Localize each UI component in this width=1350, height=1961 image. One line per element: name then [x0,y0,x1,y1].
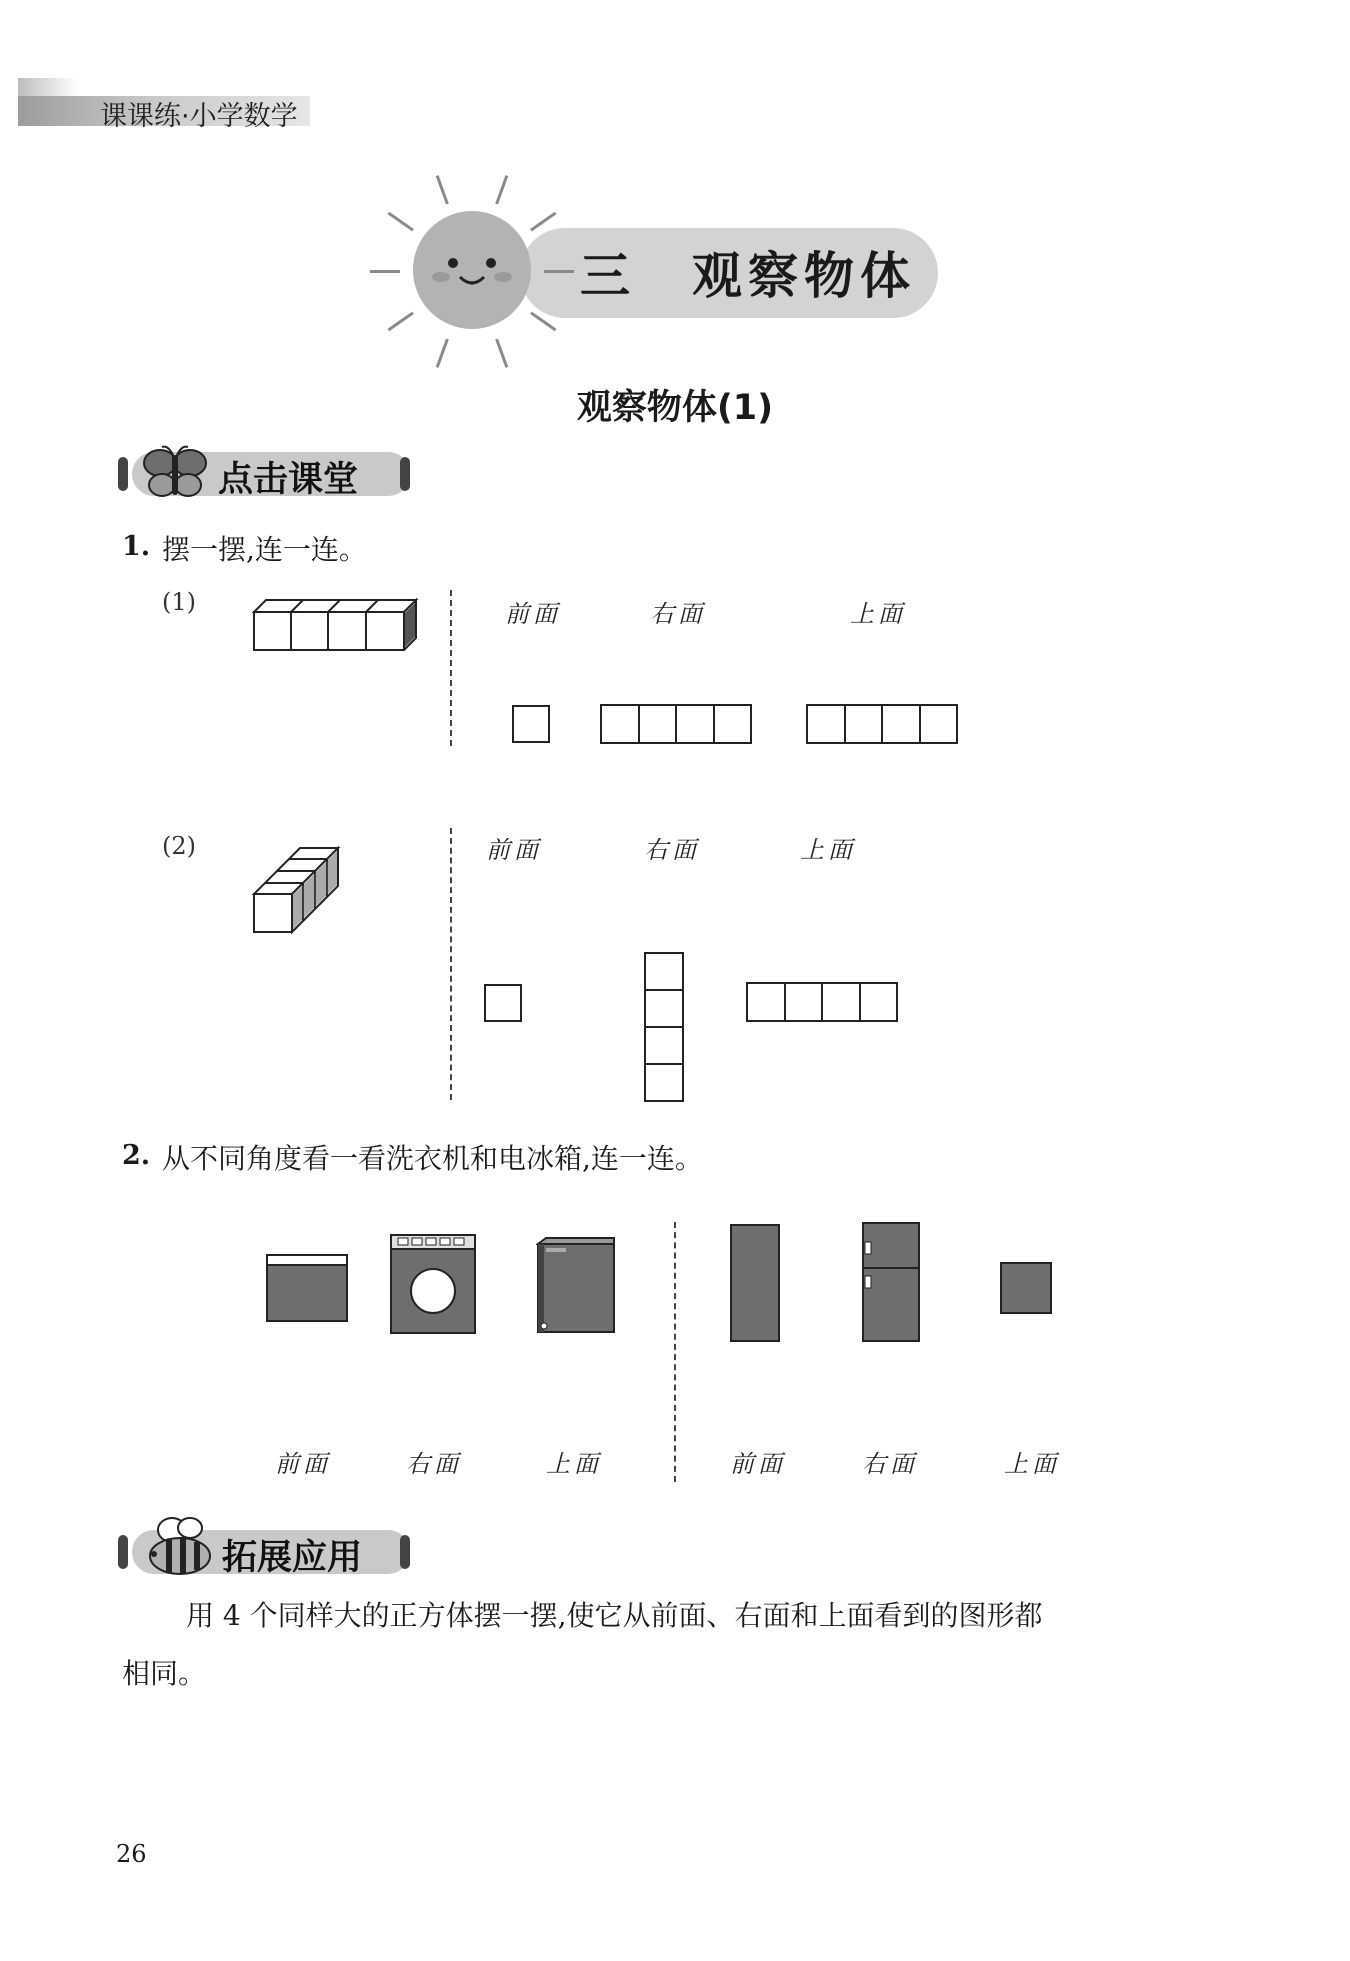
q2-number: 2. [122,1140,151,1171]
q1-number: 1. [122,531,151,562]
q2-right-view-right: 右面 [862,1450,918,1478]
q1-part1-divider [450,590,452,746]
q1-part1-view-right: 右面 [650,600,706,628]
q1-part2-view-right: 右面 [644,836,700,864]
q2-left-view-front: 前面 [275,1450,331,1478]
q1-part2-divider [450,828,452,1100]
chapter-title: 观察物体 [692,247,916,305]
chapter-heading [580,236,916,308]
fridge-front-view[interactable] [862,1222,920,1342]
q1-part2-shape-single[interactable] [484,984,522,1022]
q1-part1-shape-row-a[interactable] [600,704,752,744]
washer-top-view[interactable] [266,1254,348,1322]
q1-part1-cube-row [252,596,420,652]
section-bracket-left [118,457,128,491]
extension-task-line1: 用 4 个同样大的正方体摆一摆,使它从前面、右面和上面看到的图形都 [186,1599,1043,1632]
bee-icon [136,1514,216,1578]
section-label-classroom: 点击课堂 [218,460,359,500]
section-bracket-right [400,457,410,491]
fridge-right-view[interactable] [730,1224,780,1342]
q1-part1-view-front: 前面 [505,600,561,628]
section-label-extension: 拓展应用 [222,1538,363,1578]
q2-left-view-right: 右面 [406,1450,462,1478]
q1-part2-view-front: 前面 [486,836,542,864]
q1-part1-view-top: 上面 [850,600,906,628]
q1-part2-label: (2) [162,832,196,860]
q1-part2-shape-column[interactable] [644,952,684,1102]
q2-right-view-top: 上面 [1004,1450,1060,1478]
q2-text: 从不同角度看一看洗衣机和电冰箱,连一连。 [162,1142,703,1175]
q1-part2-shape-row[interactable] [746,982,898,1022]
q2-left-view-top: 上面 [546,1450,602,1478]
section-bracket-left-2 [118,1535,128,1569]
washer-front-view[interactable] [390,1234,476,1334]
page-number: 26 [116,1840,147,1868]
extension-task-line2: 相同。 [122,1657,207,1690]
q1-text: 摆一摆,连一连。 [162,533,367,566]
butterfly-icon [140,443,210,503]
chapter-number: 三 [580,247,636,305]
q2-right-view-front: 前面 [730,1450,786,1478]
washer-right-view[interactable] [536,1236,616,1334]
q1-part2-view-top: 上面 [800,836,856,864]
q2-divider [674,1222,676,1482]
lesson-title: 观察物体(1) [576,388,774,428]
fridge-top-view[interactable] [1000,1262,1052,1314]
q1-part1-shape-single[interactable] [512,705,550,743]
book-title: 课课练·小学数学 [100,101,298,132]
q1-part1-shape-row-b[interactable] [806,704,958,744]
q1-part1-label: (1) [162,588,196,616]
q1-part2-cube-stack [252,840,342,934]
section-bracket-right-2 [400,1535,410,1569]
sun-icon [413,211,531,329]
